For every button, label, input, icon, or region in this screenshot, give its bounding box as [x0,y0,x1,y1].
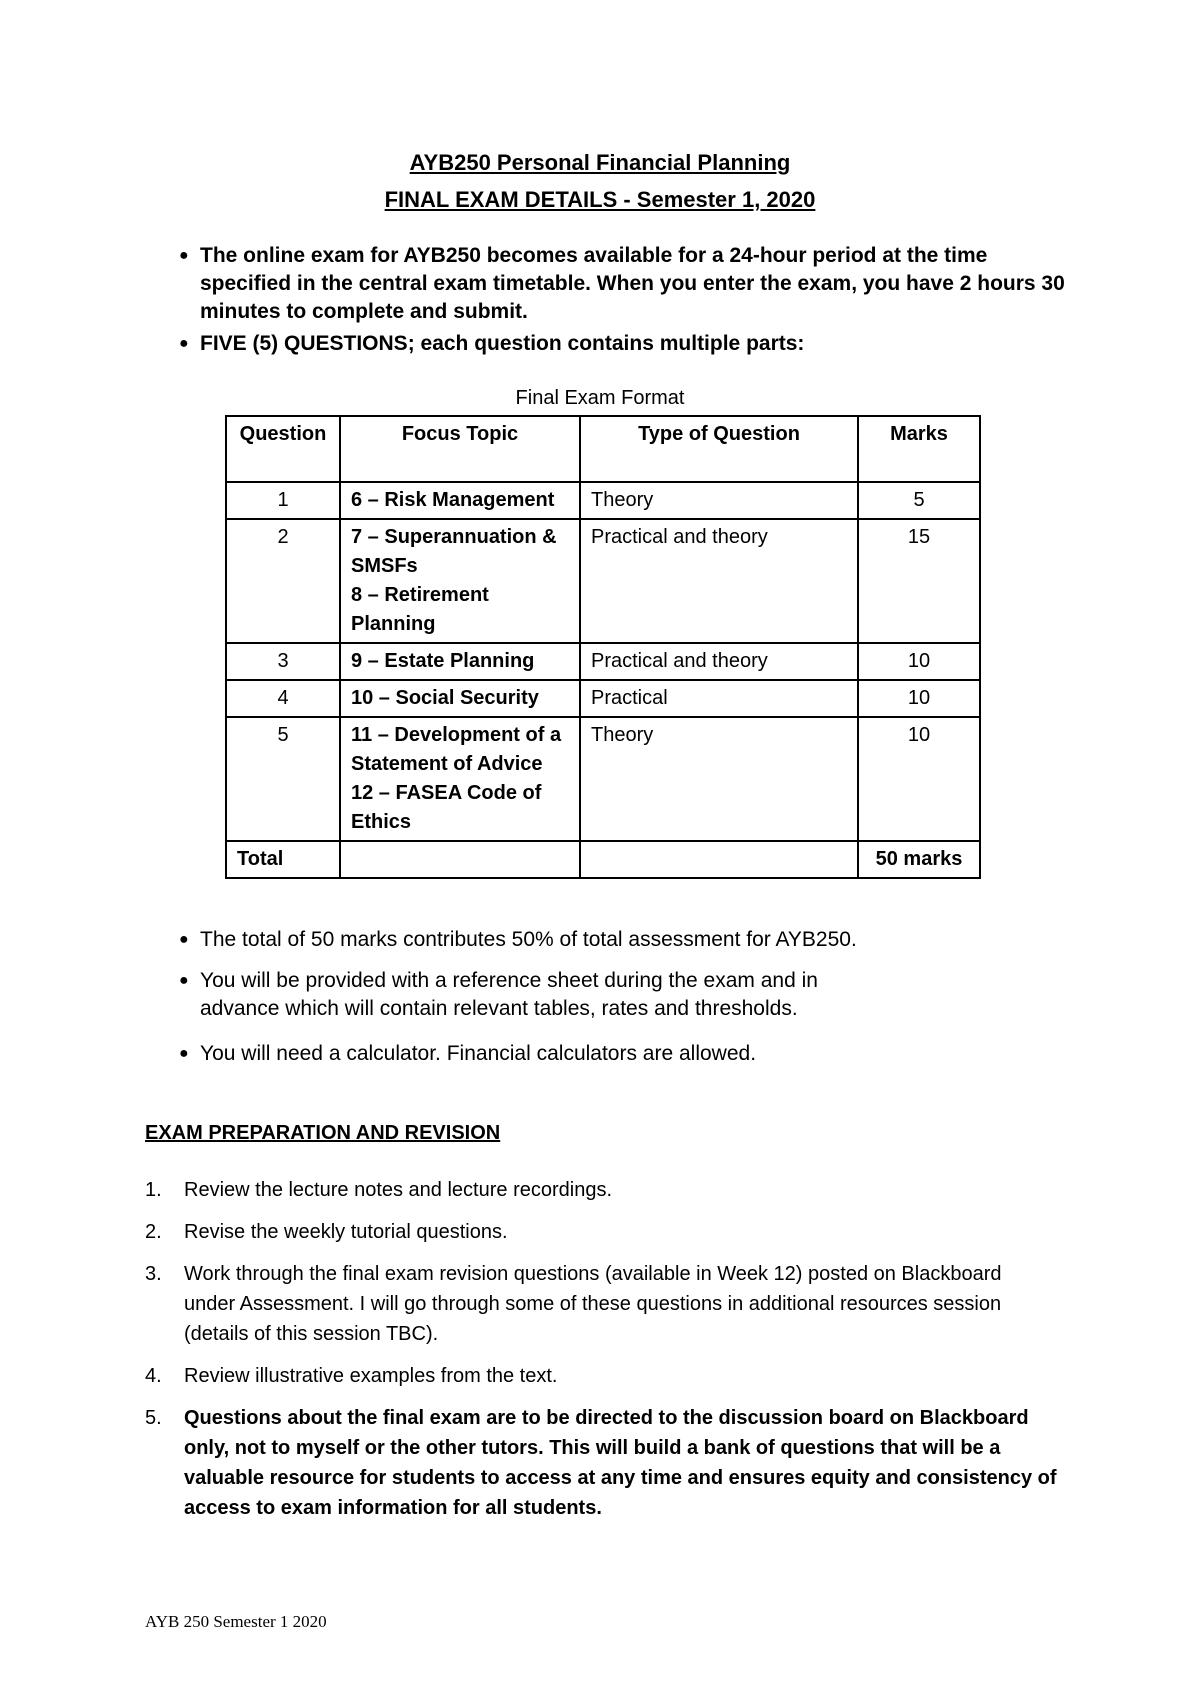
bullet-dot: ● [179,247,189,264]
item-text: Questions about the final exam are to be directed to the discussion board on Blackboard only, not to myself or the other tutors. This will build a bank of questions that will be a valuable resource for students to access at any time and ensures equity and consistency of access to exam information for all students. [184,1407,1057,1519]
cell-marks: 15 [858,519,980,643]
bullet-dot: ● [179,335,189,352]
cell-topic [340,717,580,841]
document-title: AYB250 Personal Financial Planning [409,150,791,175]
prep-item [145,1403,1064,1523]
cell-question: 4 [226,680,340,717]
bullet-dot: ● [179,931,189,948]
bullet-calculator [179,1040,1080,1068]
topic-line: 12 – FASEA Code of Ethics [351,782,542,833]
bullet-dot: ● [179,972,189,989]
bullet-exam-availability [179,242,1080,326]
bullet-reference-sheet [179,967,900,1023]
topic-line: 8 – Retirement Planning [351,584,489,635]
cell-marks: 10 [858,680,980,717]
table-caption: Final Exam Format [515,387,685,409]
cell-type: Theory [580,717,858,841]
item-text: Review illustrative examples from the text. [184,1365,558,1387]
bullet-dot: ● [179,1045,189,1062]
cell-marks: 10 [858,643,980,680]
cell-type: Practical and theory [580,519,858,643]
cell-topic: 9 – Estate Planning [340,643,580,680]
bullet-text: The online exam for AYB250 becomes available for a 24-hour period at the time specified in the central exam timetable. When you enter the exam, you have 2 hours 30 minutes to complete and submit. [200,244,1065,323]
bullet-total-marks [179,926,1080,954]
item-number: 5. [145,1407,162,1429]
table-row [226,717,980,841]
item-text: Review the lecture notes and lecture recordings. [184,1179,613,1201]
item-text: Work through the final exam revision questions (available in Week 12) posted on Blackboard under Assessment. I will go through some of these questions in additional resources session (details of this session TBC). [184,1263,1002,1345]
bullet-text: The total of 50 marks contributes 50% of total assessment for AYB250. [200,928,857,951]
header-focus-topic: Focus Topic [340,416,580,482]
cell-topic: 10 – Social Security [340,680,580,717]
total-label: Total [226,841,340,878]
item-number: 3. [145,1263,162,1285]
header-marks: Marks [858,416,980,482]
page-footer: AYB 250 Semester 1 2020 [145,1612,327,1631]
bullet-text: FIVE (5) QUESTIONS; each question contains multiple parts: [200,332,805,355]
table-row [226,482,980,519]
bullet-text: You will be provided with a reference sheet during the exam and in advance which will contain relevant tables, rates and thresholds. [200,969,818,1020]
prep-heading: EXAM PREPARATION AND REVISION [145,1122,501,1144]
cell-question: 1 [226,482,340,519]
cell-marks: 5 [858,482,980,519]
cell-marks: 10 [858,717,980,841]
item-number: 1. [145,1179,162,1201]
empty-cell [580,841,858,878]
table-row [226,680,980,717]
table-row [226,643,980,680]
header-question: Question [226,416,340,482]
item-text: Revise the weekly tutorial questions. [184,1221,508,1243]
document-subtitle: FINAL EXAM DETAILS - Semester 1, 2020 [384,187,816,212]
header-type: Type of Question [580,416,858,482]
bullet-five-questions [179,330,1080,358]
prep-item [145,1361,1064,1391]
topic-line: 11 – Development of a Statement of Advice [351,724,562,775]
cell-type: Theory [580,482,858,519]
total-marks: 50 marks [858,841,980,878]
cell-type: Practical [580,680,858,717]
cell-question: 2 [226,519,340,643]
exam-format-table [225,415,981,879]
prep-item [145,1175,1064,1205]
bullet-text: You will need a calculator. Financial calculators are allowed. [200,1042,757,1065]
table-header-row [226,416,980,482]
item-number: 2. [145,1221,162,1243]
empty-cell [340,841,580,878]
cell-topic: 6 – Risk Management [340,482,580,519]
table-total-row [226,841,980,878]
cell-topic [340,519,580,643]
cell-question: 3 [226,643,340,680]
topic-line: 7 – Superannuation & SMSFs [351,526,557,577]
table-row [226,519,980,643]
item-number: 4. [145,1365,162,1387]
prep-item [145,1259,1044,1349]
cell-question: 5 [226,717,340,841]
cell-type: Practical and theory [580,643,858,680]
prep-item [145,1217,1064,1247]
